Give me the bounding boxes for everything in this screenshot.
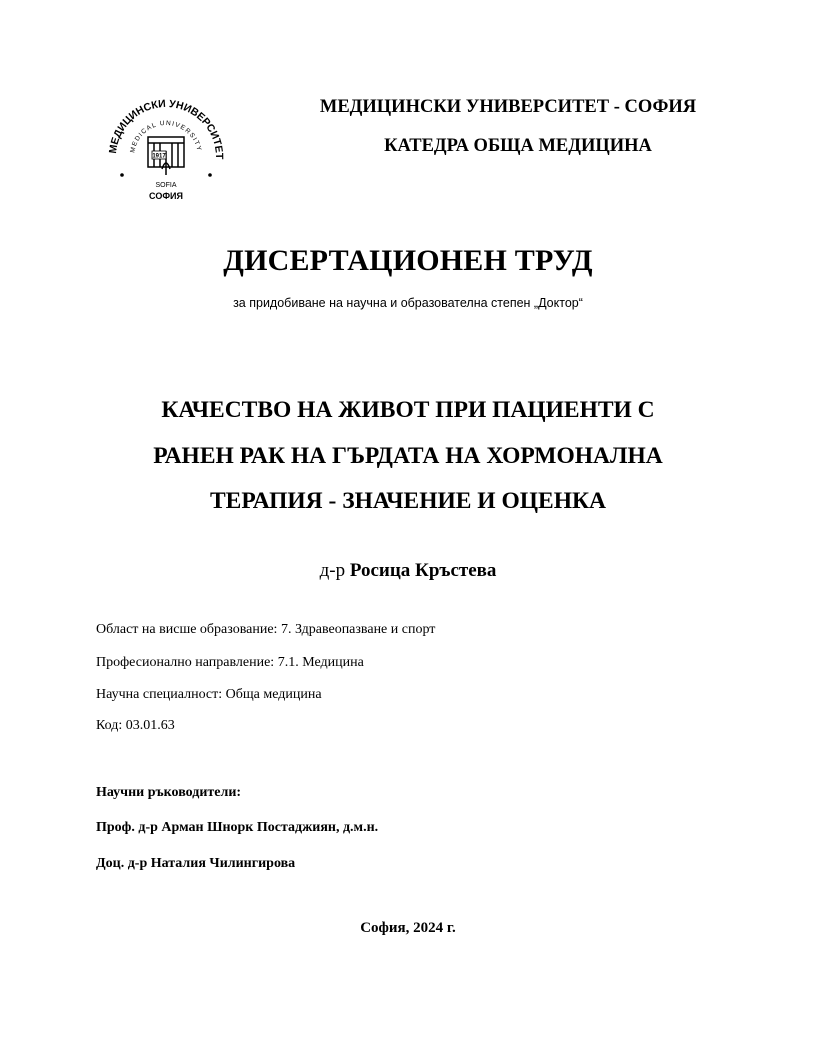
degree-purpose: за придобиване на научна и образователна степен „Доктор“: [233, 296, 583, 310]
seal-year: 1917: [152, 153, 166, 160]
department-name: КАТЕДРА ОБЩА МЕДИЦИНА: [384, 136, 652, 156]
seal-ring-text: МЕДИЦИНСКИ УНИВЕРСИТЕТ: [107, 97, 226, 160]
thesis-title-line-2: РАНЕН РАК НА ГЪРДАТА НА ХОРМОНАЛНА: [153, 443, 663, 469]
author: [0, 560, 816, 582]
meta-field-direction: Професионално направление: 7.1. Медицина: [96, 655, 364, 670]
supervisors-heading: Научни ръководители:: [96, 785, 242, 800]
seal-city-cyrillic: СОФИЯ: [149, 191, 183, 201]
meta-field-code: Код: 03.01.63: [96, 718, 175, 733]
author-prefix: д-р: [319, 560, 346, 581]
place-and-date: София, 2024 г.: [360, 920, 456, 936]
meta-field-specialty: Научна специалност: Обща медицина: [96, 687, 322, 702]
seal-inner-text: MEDICAL UNIVERSITY: [129, 119, 203, 154]
thesis-title-line-1: КАЧЕСТВО НА ЖИВОТ ПРИ ПАЦИЕНТИ С: [161, 397, 655, 423]
meta-field-area: Област на висше образование: 7. Здравеопазване и спорт: [96, 622, 436, 637]
supervisor-1: Проф. д-р Арман Шнорк Постаджиян, д.м.н.: [96, 820, 379, 835]
document-type-heading: ДИСЕРТАЦИОНЕН ТРУД: [223, 244, 593, 277]
thesis-title-line-3: ТЕРАПИЯ - ЗНАЧЕНИЕ И ОЦЕНКА: [210, 488, 606, 514]
university-name: МЕДИЦИНСКИ УНИВЕРСИТЕТ - СОФИЯ: [319, 97, 697, 117]
author-name: Росица Кръстева: [349, 560, 497, 581]
seal-city-latin: SOFIA: [155, 182, 177, 189]
university-seal-logo: [104, 95, 228, 219]
supervisor-2: Доц. д-р Наталия Чилингирова: [96, 856, 296, 871]
